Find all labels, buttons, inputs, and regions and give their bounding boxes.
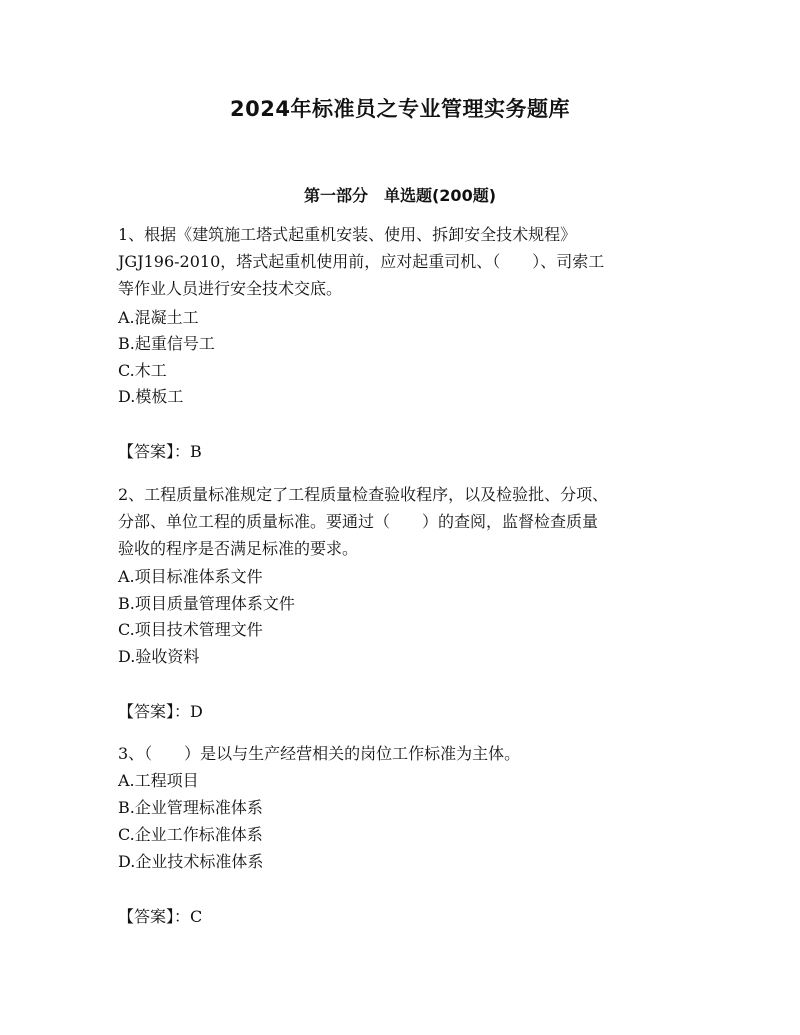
question-2-answer (118, 699, 688, 725)
question-1-stem-line-2: JGJ196-2010，塔式起重机使用前，应对起重司机、（ ）、司索工 (118, 252, 605, 271)
question-2-stem-line-2: 分部、单位工程的质量标准。要通过（ ）的查阅，监督检查质量 (118, 512, 599, 531)
question-2-stem-line-1: 2、工程质量标准规定了工程质量检查验收程序，以及检验批、分项、 (118, 485, 609, 504)
answer-label: 【答案】： (118, 442, 191, 461)
question-3-option-d: D.企业技术标准体系 (118, 852, 264, 871)
answer-label: 【答案】： (118, 907, 191, 926)
question-1-option-c: C.木工 (118, 361, 167, 380)
question-1-option-b: B.起重信号工 (118, 334, 215, 353)
question-2-option-c: C.项目技术管理文件 (118, 620, 263, 639)
question-1-stem-line-3: 等作业人员进行安全技术交底。 (118, 279, 343, 298)
answer-value: D (190, 702, 203, 721)
question-3-option-c: C.企业工作标准体系 (118, 825, 263, 844)
question-1-stem-line-1: 1、根据《建筑施工塔式起重机安装、使用、拆卸安全技术规程》 (118, 225, 577, 244)
answer-value: C (190, 907, 203, 926)
question-2-option-d: D.验收资料 (118, 647, 200, 666)
question-1-option-d: D.模板工 (118, 387, 184, 406)
question-1-answer (118, 439, 688, 465)
answer-label: 【答案】： (118, 702, 191, 721)
question-3-stem-line-1: 3、（ ）是以与生产经营相关的岗位工作标准为主体。 (118, 744, 521, 763)
question-3-option-b: B.企业管理标准体系 (118, 798, 263, 817)
document-title: 2024年标准员之专业管理实务题库 (230, 97, 570, 121)
question-2-option-a: A.项目标准体系文件 (118, 567, 263, 586)
section-title: 第一部分 单选题(200题) (303, 186, 497, 205)
question-3-answer (118, 904, 688, 930)
question-2-option-b: B.项目质量管理体系文件 (118, 594, 295, 613)
answer-value: B (190, 442, 202, 461)
question-3-option-a: A.工程项目 (118, 771, 199, 790)
question-1-option-a: A.混凝土工 (118, 308, 199, 327)
question-2-stem-line-3: 验收的程序是否满足标准的要求。 (118, 539, 359, 558)
